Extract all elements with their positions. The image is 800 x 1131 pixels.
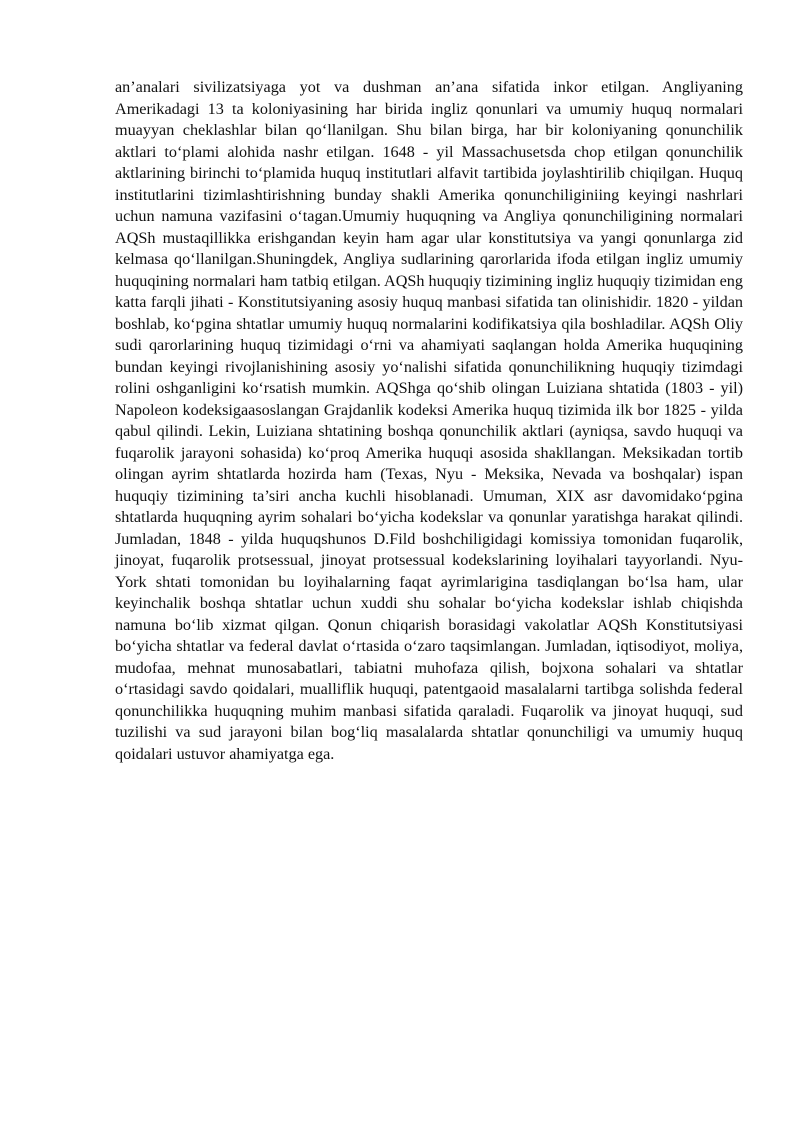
- body-paragraph: an’analari sivilizatsiyaga yot va dushman an’ana sifatida inkor etilgan. Angliyaning Amerikadagi 13 ta koloniyasining har birida ingliz qonunlari va umumiy huquq normalari muayyan cheklashlar bilan qo‘llanilgan. Shu bilan birga, har bir koloniyaning qonunchilik aktlari to‘plami alohida nashr etilgan. 1648 - yil Massachusetsda chop etilgan qonunchilik aktlarining birinchi to‘plamida huquq institutlari alfavit tartibida joylashtirilib chiqilgan. Huquq institutlarini tizimlashtirishning bunday shakli Amerika qonunchiliginiing keyingi nashrlari uchun namuna vazifasini o‘tagan.Umumiy huquqning va Angliya qonunchiligining normalari AQSh mustaqillikka erishgandan keyin ham agar ular konstitutsiya va yangi qonunlarga zid kelmasa qo‘llanilgan.Shuningdek, Angliya sudlarining qarorlarida ifoda etilgan ingliz umumiy huquqining normalari ham tatbiq etilgan. AQSh huquqiy tizimining ingliz huquqiy tizimidan eng katta farqli jihati - Konstitutsiyaning asosiy huquq manbasi sifatida tan olinishidir. 1820 - yildan boshlab, ko‘pgina shtatlar umumiy huquq normalarini kodifikatsiya qila boshladilar. AQSh Oliy sudi qarorlarining huquq tizimidagi o‘rni va ahamiyati saqlangan holda Amerika huquqining bundan keyingi rivojlanishining asosiy yo‘nalishi sifatida qonunchilikning huquqiy tizimdagi rolini oshganligini ko‘rsatish mumkin. AQShga qo‘shib olingan Luiziana shtatida (1803 - yil) Napoleon kodeksigaasoslangan Grajdanlik kodeksi Amerika huquq tizimida ilk bor 1825 - yilda qabul qilindi. Lekin, Luiziana shtatining boshqa qonunchilik aktlari (ayniqsa, savdo huquqi va fuqarolik jarayoni sohasida) ko‘proq Amerika huquqi asosida shakllangan. Meksikadan tortib olingan ayrim shtatlarda hozirda ham (Texas, Nyu - Meksika, Nevada va boshqalar) ispan huquqiy tizimining ta’siri ancha kuchli hisoblanadi. Umuman, XIX asr davomidako‘pgina shtatlarda huquqning ayrim sohalari bo‘yicha kodekslar va qonunlar yaratishga harakat qilindi. Jumladan, 1848 - yilda huquqshunos D.Fild boshchiligidagi komissiya tomonidan fuqarolik, jinoyat, fuqarolik protsessual, jinoyat protsessual kodekslarining loyihalari tayyorlandi. Nyu-York shtati tomonidan bu loyihalarning faqat ayrimlarigina tasdiqlangan bo‘lsa ham, ular keyinchalik boshqa shtatlar uchun xuddi shu sohalar bo‘yicha kodekslar ishlab chiqishda namuna bo‘lib xizmat qilgan. Qonun chiqarish borasidagi vakolatlar AQSh Konstitutsiyasi bo‘yicha shtatlar va federal davlat o‘rtasida o‘zaro taqsimlangan. Jumladan, iqtisodiyot, moliya, mudofaa, mehnat munosabatlari, tabiatni muhofaza qilish, bojxona sohalari va shtatlar o‘rtasidagi savdo qoidalari, mualliflik huquqi, patentgaoid masalalarni tartibga solishda federal qonunchilikka huquqning muhim manbasi sifatida qaraladi. Fuqarolik va jinoyat huquqi, sud tuzilishi va sud jarayoni bilan bog‘liq masalalarda shtatlar qonunchiligi va umumiy huquq qoidalari ustuvor ahamiyatga ega.: [115, 78, 743, 763]
- document-page: [115, 77, 743, 766]
